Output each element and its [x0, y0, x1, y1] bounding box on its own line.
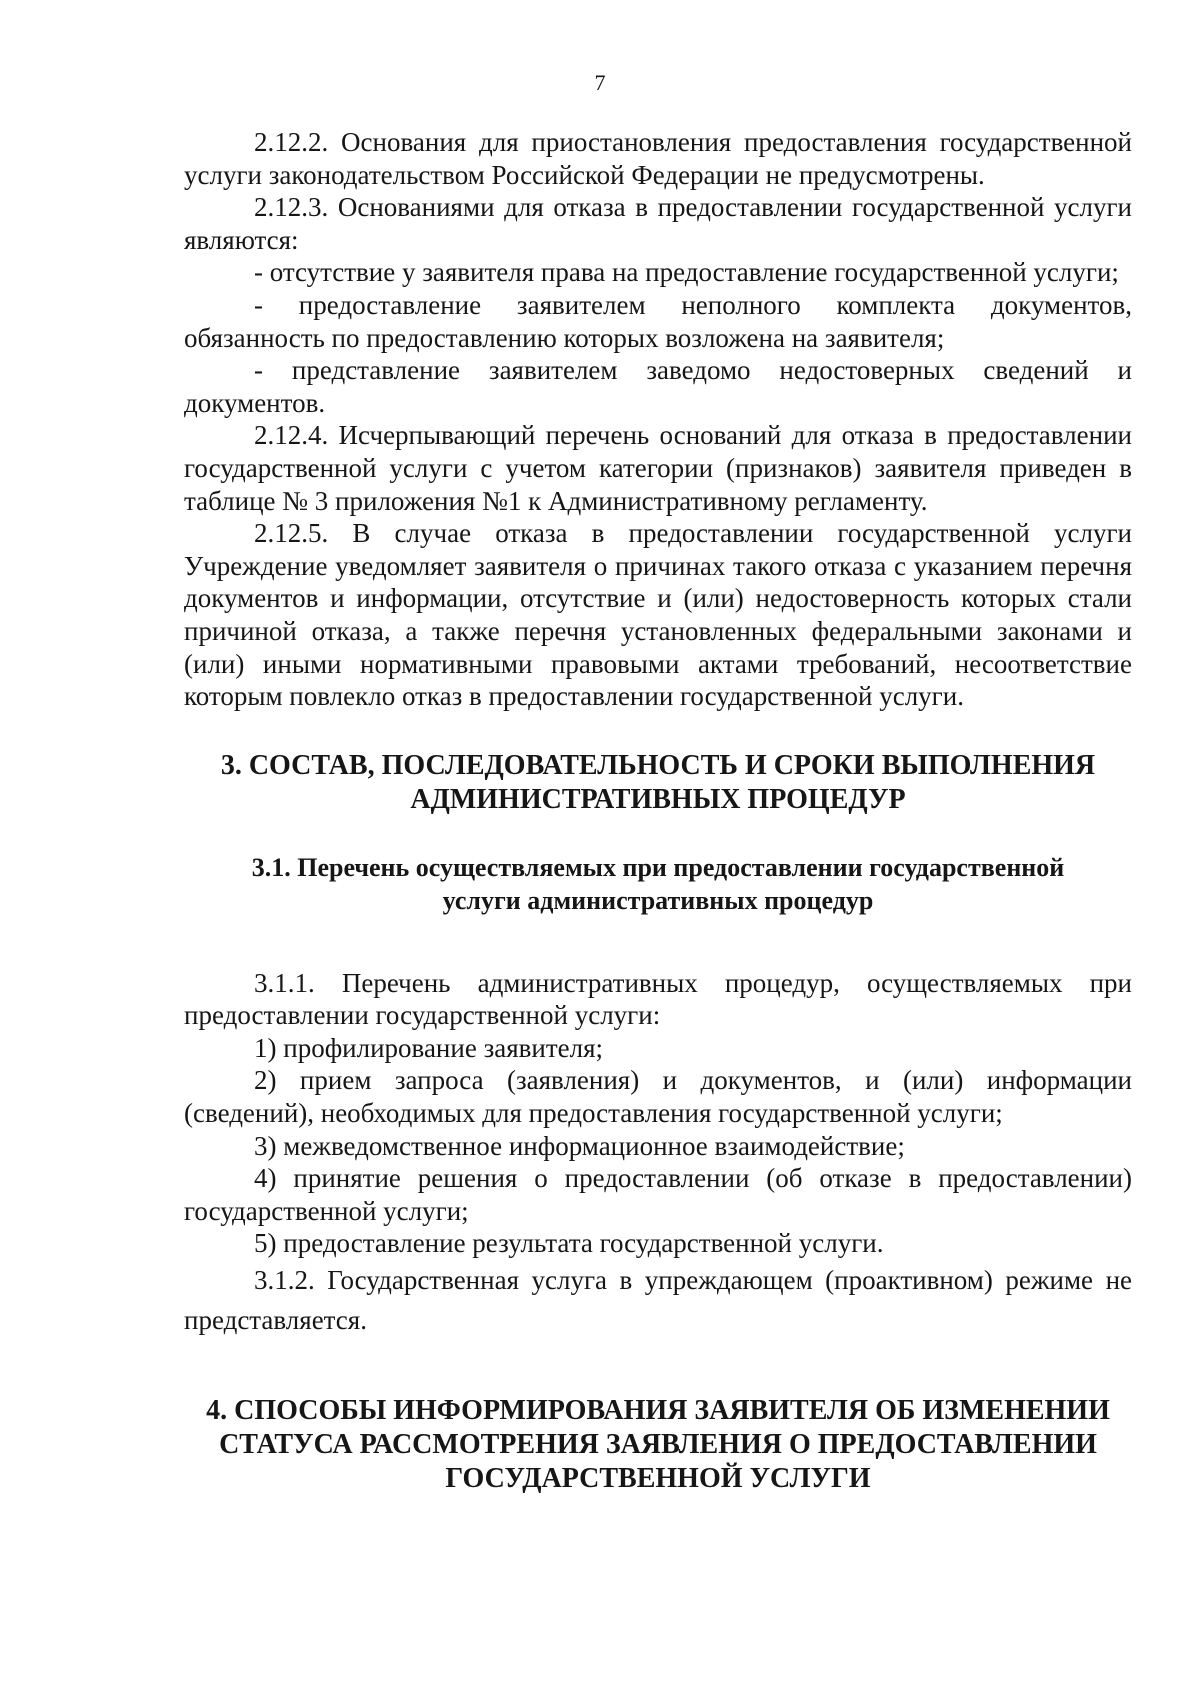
- paragraph-3-1-1: 3.1.1. Перечень административных процедур, осуществляемых при предоставлении государственной услуги:: [184, 967, 1132, 1031]
- section-4-heading: [184, 1394, 1132, 1496]
- paragraph-2-12-5: 2.12.5. В случае отказа в предоставлении государственной услуги Учреждение уведомляет заявителя о причинах такого отказа с указанием перечня документов и информации, отсутствие и (или) недостоверность которых стали причиной отказа, а также перечня установленных федеральными законами и (или) иными нормативными правовыми актами требований, несоответствие которым повлекло отказ в предоставлении государственной услуги.: [184, 518, 1132, 712]
- paragraph-2-12-3: 2.12.3. Основаниями для отказа в предоставлении государственной услуги являются:: [184, 192, 1132, 255]
- list-item: 2) прием запроса (заявления) и документов, и (или) информации (сведений), необходимых для предоставления государственной услуги;: [184, 1065, 1132, 1129]
- list-item: 4) принятие решения о предоставлении (об отказе в предоставлении) государственной услуги;: [184, 1163, 1132, 1226]
- list-item: 5) предоставление результата государственной услуги.: [254, 1228, 884, 1259]
- list-item: 1) профилирование заявителя;: [254, 1032, 604, 1063]
- list-item: - представление заявителем заведомо недостоверных сведений и документов.: [184, 355, 1132, 418]
- list-item: - предоставление заявителем неполного комплекта документов, обязанность по предоставлению которых возложена на заявителя;: [184, 289, 1132, 353]
- paragraph-2-12-4: 2.12.4. Исчерпывающий перечень оснований для отказа в предоставлении государственной услуги с учетом категории (признаков) заявителя приведен в таблице № 3 приложения №1 к Административному регламенту.: [184, 420, 1132, 516]
- section-4-heading-line: ГОСУДАРСТВЕННОЙ УСЛУГИ: [445, 1463, 871, 1495]
- section-4-heading-line: 4. СПОСОБЫ ИНФОРМИРОВАНИЯ ЗАЯВИТЕЛЯ ОБ ИЗМЕНЕНИИ: [206, 1395, 1110, 1427]
- list-item: - отсутствие у заявителя права на предоставление государственной услуги;: [254, 257, 1119, 288]
- document-body: [184, 126, 1132, 1496]
- procedures-list: [184, 967, 1132, 1340]
- paragraph-2-12-2: 2.12.2. Основания для приостановления предоставления государственной услуги законодательством Российской Федерации не предусмотрены.: [184, 127, 1132, 190]
- subsection-3-1-heading: [184, 851, 1132, 917]
- section-3-heading-line: 3. СОСТАВ, ПОСЛЕДОВАТЕЛЬНОСТЬ И СРОКИ ВЫПОЛНЕНИЯ: [220, 749, 1096, 781]
- subsection-3-1-heading-line: услуги административных процедур: [442, 885, 874, 915]
- section-3-heading-line: АДМИНИСТРАТИВНЫХ ПРОЦЕДУР: [410, 783, 906, 815]
- section-4-heading-line: СТАТУСА РАССМОТРЕНИЯ ЗАЯВЛЕНИЯ О ПРЕДОСТАВЛЕНИИ: [219, 1429, 1097, 1461]
- section-3-heading: [184, 749, 1132, 817]
- page-number: 7: [594, 70, 606, 95]
- subsection-3-1-heading-line: 3.1. Перечень осуществляемых при предоставлении государственной: [251, 852, 1065, 882]
- paragraph-3-1-2: 3.1.2. Государственная услуга в упреждающем (проактивном) режиме не представляется.: [184, 1265, 1132, 1336]
- list-item: 3) межведомственное информационное взаимодействие;: [254, 1130, 905, 1161]
